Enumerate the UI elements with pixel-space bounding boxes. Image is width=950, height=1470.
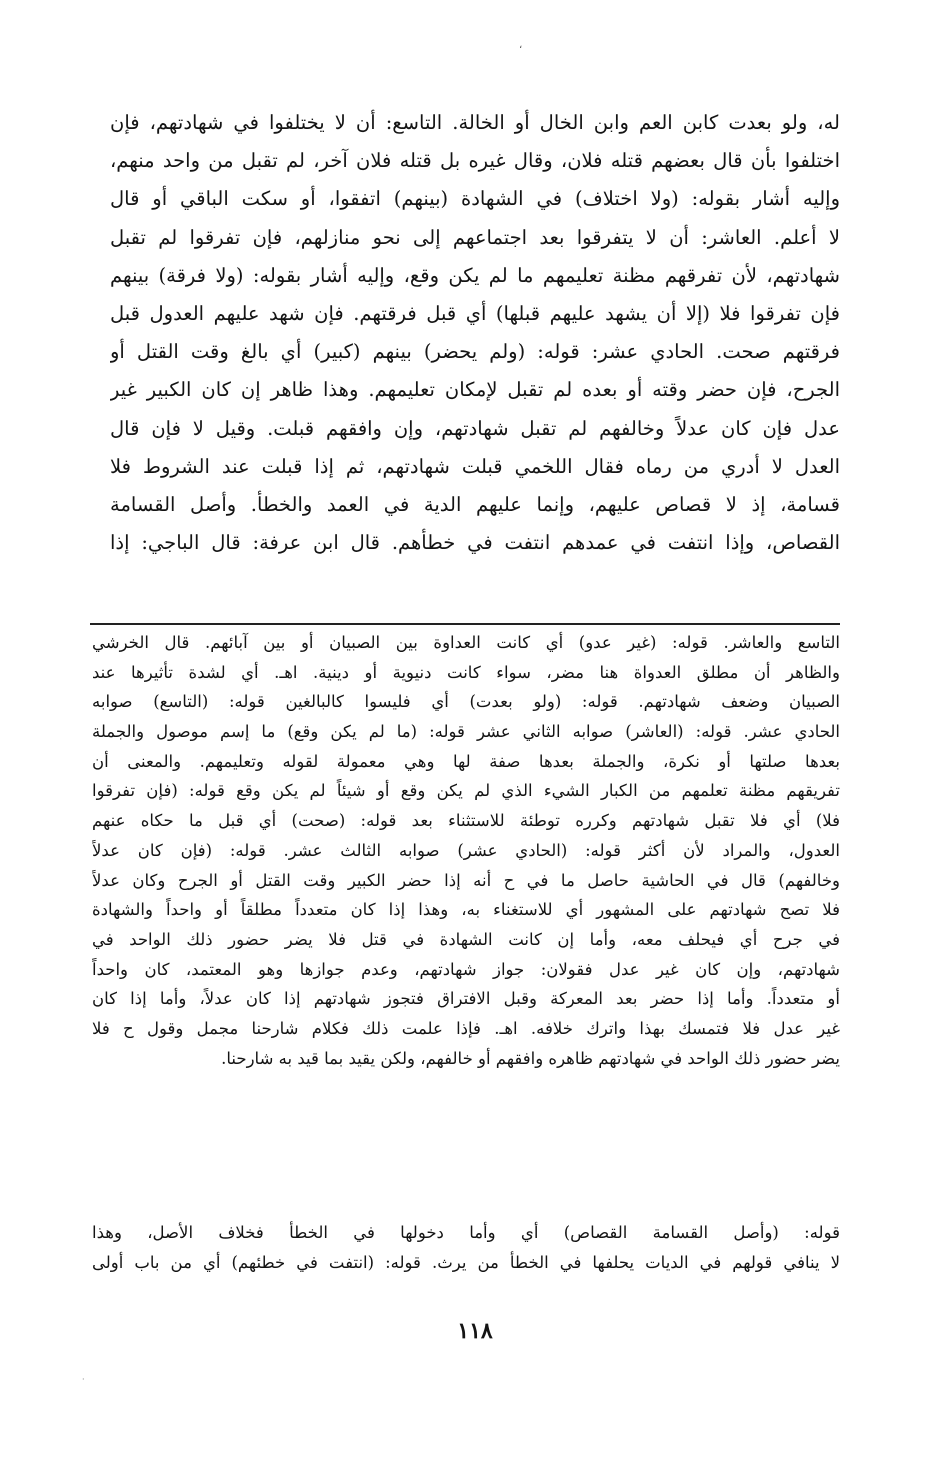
footnote-line: في جرح أي فيحلف معه، وأما إن كانت الشهادة في قتل فلا يضر حضور ذلك الواحد في: [92, 929, 840, 949]
main-text-line: قسامة، إذ لا قصاص عليهم، وإنما عليهم الدية في العمد والخطأ. وأصل القسامة: [110, 492, 840, 516]
footnote-line: يضر حضور ذلك الواحد في شهادتهم ظاهره وافقهم أو خالفهم، ولكن يقيد بما قيد به شارحنا.: [221, 1048, 840, 1068]
main-text-line: وإليه أشار بقوله: (ولا اختلاف) في الشهادة (بينهم) اتفقوا، أو سكت الباقي أو قال: [110, 187, 840, 211]
footnote-line: غير عدل فلا فتمسك بهذا واترك خلافه. اهـ. فإذا علمت ذلك فكلام شارحنا مجمل وقول ح فلا: [92, 1018, 840, 1038]
main-text-line: لا أعلم. العاشر: أن لا يتفرقوا بعد اجتماعهم إلى نحو منازلهم، فإن تفرقوا لم تقبل: [110, 225, 840, 249]
footnote-line: فلا) أي فلا تقبل شهادتهم وكرره توطئة للاستثناء بعد قوله: (صحت) أي قبل ما حكاه عنهم: [92, 811, 840, 831]
main-text-line: له، ولو بعدت كابن العم وابن الخال أو الخالة. التاسع: أن لا يختلفوا في شهادتهم، فإن: [110, 111, 840, 134]
main-text-line: فإن تفرقوا فلا (إلا أن يشهد عليهم قبلها) أي قبل فرقتهم. فإن شهد عليهم العدول قبل: [110, 301, 840, 325]
footnote-line: العدول، والمراد لأن أكثر قوله: (الحادي عشر) صوابه الثالث عشر. قوله: (فإن كان عدلاً: [92, 840, 840, 860]
footnote-line: التاسع والعاشر. قوله: (غير عدو) أي كانت العداوة بين الصبيان أو بين آبائهم. قال الخرشي: [92, 633, 840, 652]
main-text-line: عدل فإن كان عدلاً وخالفهم لم تقبل شهادتهم، وإن وافقهم قبلت. وقيل لا فإن قال: [110, 416, 840, 440]
footnote-line: والظاهر أن مطلق العدواة هنا مضر، سواء كانت دنيوية أو دينية. اهـ. أي لشدة تأثيرها عند: [92, 662, 840, 682]
footnote-line: لا ينافي قولهم في الديات يحلفها في الخطأ من يرث. قوله: (انتفت في خطئهم) أي من باب أولى: [92, 1252, 840, 1272]
main-text-line: شهادتهم، لأن تفرقهم مظنة تعليمهم ما لم يكن وقع، وإليه أشار بقوله: (ولا فرقة) بينهم: [110, 263, 840, 287]
footnote-line: قوله: (وأصل القسامة القصاص) أي وأما دخولها في الخطأ فخلاف الأصل، وهذا: [92, 1223, 840, 1242]
main-text-line: اختلفوا بأن قال بعضهم قتله فلان، وقال غيره بل قتله فلان آخر، لم تقبل من واحد منهم،: [110, 149, 840, 173]
footnote-divider: [90, 623, 840, 625]
footnote-line: فلا تصح شهادتهم على المشهور أي للاستغناء به، وهذا إذا كان متعدداً مطلقاً أو واحداً والشهادة: [92, 900, 840, 920]
main-text-block: [110, 104, 840, 562]
footnote-line: تفريقهم مظنة تعلمهم من الكبار الشيء الذي لم يكن وقع أو شيئاً لم يكن وقع قوله: (فإن تفرقوا: [92, 781, 840, 801]
footnote-line: بعدها صلتها أو نكرة، والجملة بعدها صفة لها وهي معمولة لقوله وتعليمهم. والمعنى أن: [92, 751, 840, 771]
footnote-line: الحادي عشر. قوله: (العاشر) صوابه الثاني عشر قوله: (ما لم يكن وقع) ما إسم موصول والجملة: [92, 722, 840, 742]
main-text-line: القصاص، وإذا انتفت في عمدهم انتفت في خطأهم. قال ابن عرفة: قال الباجي: إذا: [110, 531, 840, 555]
main-text-line: فرقتهم صحت. الحادي عشر: قوله: (ولم يحضر) بينهم (كبير) أي بالغ وقت القتل أو: [110, 340, 840, 364]
footnote-line: أو متعدداً. وأما إذا حضر بعد المعركة وقبل الافتراق فتجوز شهادتهم إذا كان عدلاً، وأما إذا كان: [92, 989, 840, 1009]
footnote-line: وخالفهم) قال في الحاشية حاصل ما في ح أنه إذا حضر الكبير وقت القتل أو الجرح وكان عدلاً: [92, 870, 840, 890]
bottom-mark: ·: [82, 1375, 85, 1384]
page-number: ١١٨: [457, 1318, 493, 1344]
footnote-line: الصبيان وضعف شهادتهم. قوله: (ولو بعدت) أي فليسوا كالبالغين قوله: (التاسع) صوابه: [92, 692, 840, 712]
footnote-block: [92, 628, 840, 1073]
main-text-line: الجرح، فإن حضر وقته أو بعده لم تقبل لإمكان تعليمهم. وهذا ظاهر إن كان الكبير غير: [110, 378, 840, 402]
footnote-block-2: [92, 1218, 840, 1277]
main-text-line: العدل لا أدري من رماه فقال اللخمي قبلت شهادتهم، ثم إذا قبلت عند الشروط فلا: [110, 454, 840, 478]
footnote-line: شهادتهم، وإن كان غير عدل فقولان: جواز شهادتهم، وعدم جوازها وهو المعتمد، كان واحداً: [92, 959, 840, 979]
top-mark: ،: [519, 40, 523, 51]
